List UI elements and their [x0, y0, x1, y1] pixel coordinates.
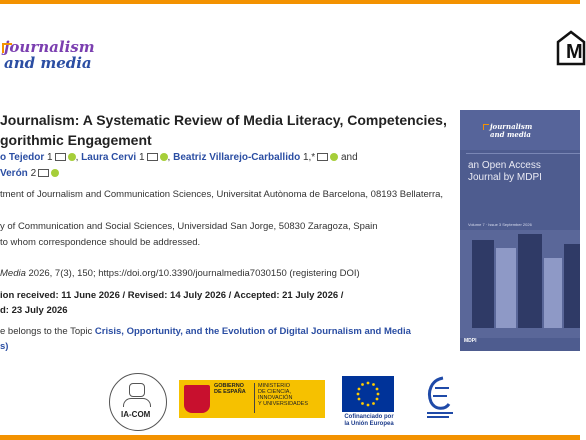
envelope-icon[interactable] [317, 153, 328, 161]
cover-brand-line1: journalism [490, 122, 533, 131]
iacom-label: IA-COM [121, 410, 151, 419]
citation [0, 266, 360, 281]
correspondence-note: to whom correspondence should be addressed. [0, 237, 201, 248]
cover-brand-line2: and media [490, 130, 531, 139]
ministry-line2: DE CIENCIA, INNOVACIÓN [258, 389, 293, 401]
top-accent-bar [0, 0, 580, 4]
author-sup: 2 [30, 168, 37, 179]
journal-cover[interactable] [460, 110, 580, 351]
author-link[interactable]: Laura Cervi [81, 152, 137, 163]
dates-line2: d: 23 July 2026 [0, 305, 68, 316]
cover-shape [544, 258, 562, 328]
affiliation-1-line1: tment of Journalism and Communication Sciences, Universitat Autònoma de Barcelona, 08193 Bellaterra, [0, 189, 444, 200]
article-title-line2: gorithmic Engagement [0, 132, 152, 148]
author-list [0, 150, 450, 182]
author-link[interactable]: o Tejedor [0, 152, 45, 163]
eu-label-line2: la Unión Europea [344, 421, 394, 427]
cover-tagline-line2: Journal by MDPI [468, 172, 542, 183]
cover-shape [496, 248, 516, 328]
author-link[interactable]: Beatriz Villarejo-Carballido [173, 152, 301, 163]
bottom-accent-bar [0, 435, 580, 440]
envelope-icon[interactable] [38, 169, 49, 177]
eu-label-line1: Cofinanciado por [344, 414, 394, 420]
gobierno-text [214, 383, 246, 395]
affiliation-1 [0, 187, 450, 202]
topic-link[interactable]: Crisis, Opportunity, and the Evolution of Digital Journalism and Media [94, 326, 411, 337]
orcid-icon[interactable] [160, 153, 168, 161]
article-title-line1: Journalism: A Systematic Review of Media Literacy, Competencies, [0, 112, 447, 128]
author-sup: 1 [47, 152, 53, 163]
coat-of-arms-icon [184, 385, 210, 413]
cover-shape [564, 244, 580, 328]
author-sup: 1 [138, 152, 145, 163]
author-sup: 1,* [302, 152, 316, 163]
topic-prefix: e belongs to the Topic [0, 326, 95, 337]
ministry-line3: Y UNIVERSIDADES [258, 401, 309, 407]
affiliation-2: y of Communication and Social Sciences, Universidad San Jorge, 50830 Zaragoza, Spain [0, 221, 378, 232]
dates-line1: ion received: 11 June 2026 / Revised: 14 July 2026 / Accepted: 21 July 2026 / [0, 290, 344, 301]
topic-line1 [0, 324, 450, 339]
cover-publisher: MDPI [464, 338, 477, 344]
robot-body-icon [123, 398, 151, 407]
eu-label [338, 414, 400, 428]
publisher-logo-text: M [566, 41, 583, 63]
envelope-icon[interactable] [147, 153, 158, 161]
citation-journal: Media [0, 268, 26, 279]
robot-icon [129, 383, 145, 397]
cover-tagline-line1: an Open Access [468, 160, 541, 171]
gobierno-line2: DE ESPAÑA [214, 389, 246, 395]
ministry-line1: MINISTERIO [258, 383, 291, 389]
orcid-icon[interactable] [330, 153, 338, 161]
topic-link-line2[interactable]: s) [0, 341, 9, 352]
orcid-icon[interactable] [68, 153, 76, 161]
author-link[interactable]: Verón [0, 168, 28, 179]
article-title [0, 110, 450, 150]
cover-tagline [468, 160, 542, 184]
and-word: and [340, 152, 358, 163]
journal-name-line1: journalism [4, 38, 95, 56]
gobierno-line1: GOBIERNO [214, 383, 244, 389]
cover-bracket-icon [483, 124, 489, 130]
cover-shape [472, 240, 494, 328]
cover-divider [466, 153, 580, 154]
logo-divider [254, 383, 255, 413]
eu-flag-icon [342, 376, 394, 412]
orcid-icon[interactable] [51, 169, 59, 177]
author-line-1: o Tejedor 1 , Laura Cervi 1 , Beatriz Villarejo-Carballido 1,* and [0, 152, 358, 163]
envelope-icon[interactable] [55, 153, 66, 161]
author-line-2 [0, 166, 450, 182]
logo-bracket-icon [2, 43, 12, 53]
aei-logo-icon [423, 374, 457, 422]
ministry-text [258, 383, 324, 407]
journal-name-line2: and media [4, 54, 92, 72]
publication-dates [0, 288, 360, 318]
cover-shape [518, 234, 542, 328]
cover-volume-info: Volume 7 · Issue 3 September 2026 [468, 222, 532, 227]
journal-logo[interactable] [4, 40, 154, 72]
cover-brand [490, 123, 532, 139]
topic-note [0, 324, 450, 354]
cover-image [460, 230, 580, 338]
citation-details[interactable]: 2026, 7(3), 150; https://doi.org/10.3390/journalmedia7030150 (registering DOI) [25, 268, 360, 279]
